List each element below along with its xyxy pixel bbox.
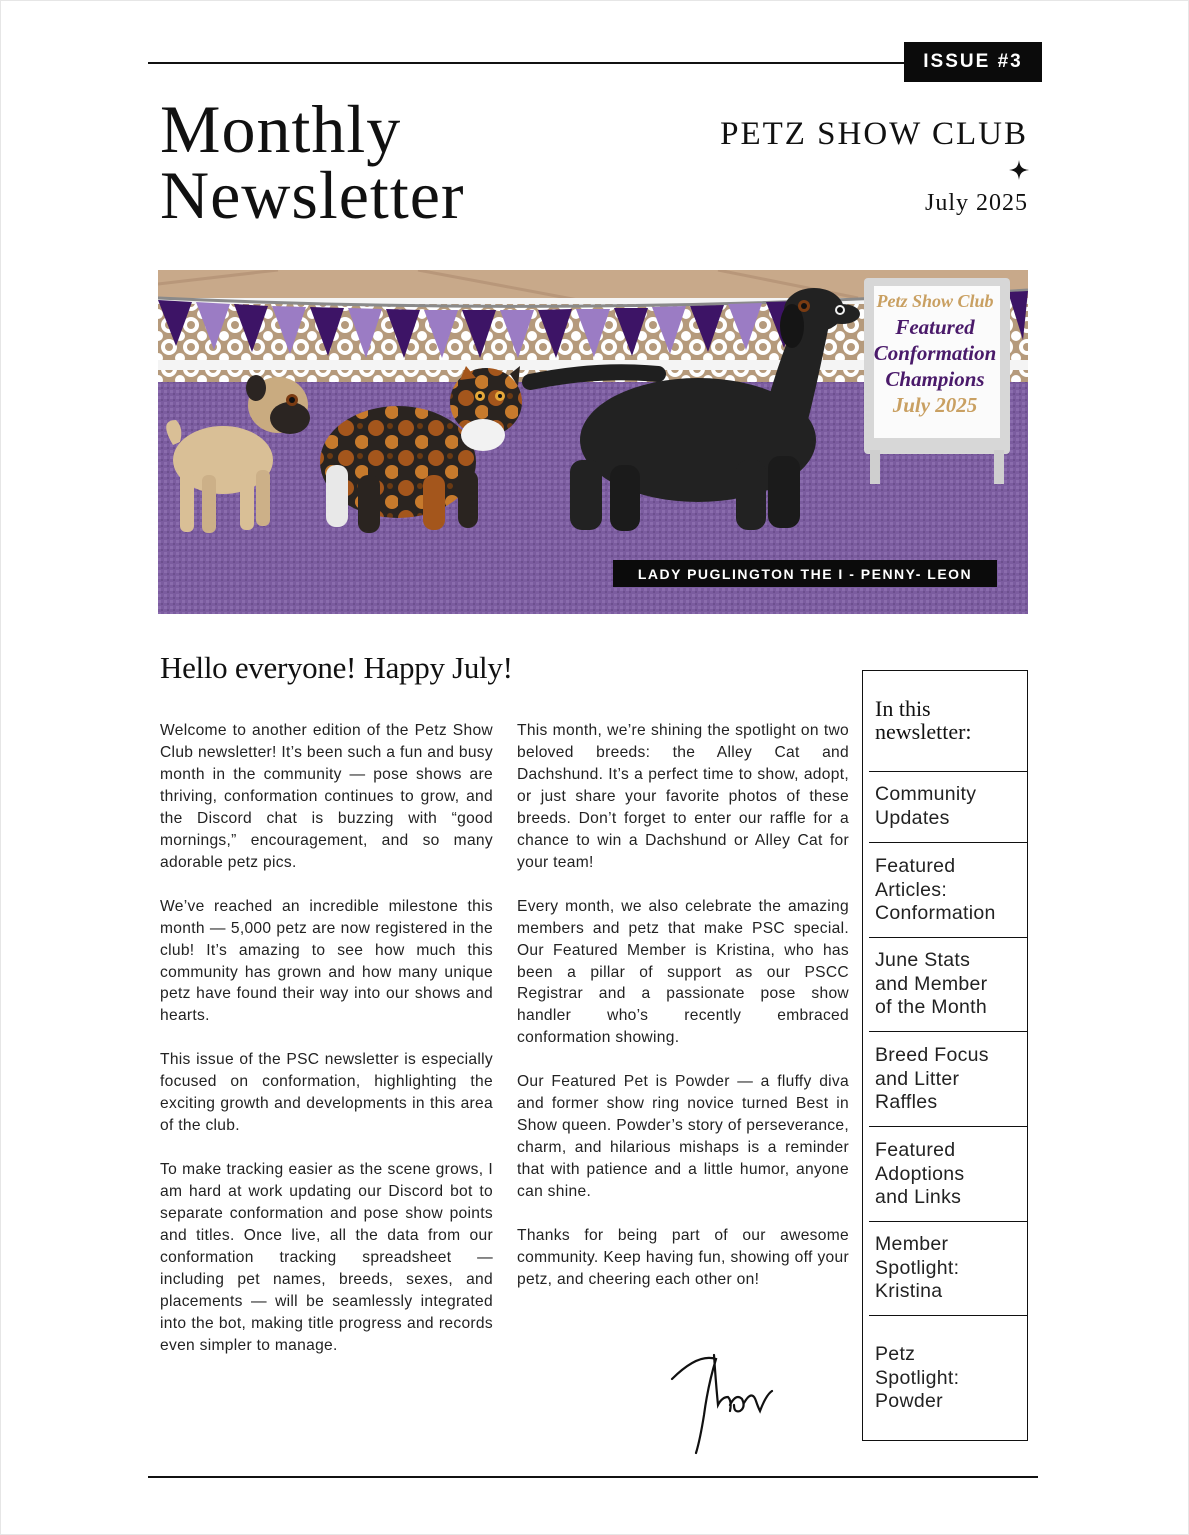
toc-item-text: Powder <box>875 1390 943 1412</box>
toc-item-text: Adoptions <box>875 1162 965 1185</box>
paragraph: We’ve reached an incredible milestone this month — 5,000 petz are now registered in the club! It’s amazing to see how much this community has grown and how many unique petz have found their way into our shows and hearts. <box>160 897 493 1025</box>
toc-item-text: Conformation <box>875 902 996 924</box>
title-line-1: Monthly <box>160 91 402 167</box>
toc-heading-line-1: In this <box>875 696 931 721</box>
toc-item-text: Member <box>875 1233 949 1255</box>
issue-badge: ISSUE #3 <box>904 42 1042 82</box>
toc-item-text: Breed Focus <box>875 1044 989 1066</box>
toc-item-text: and Member <box>875 972 988 995</box>
toc-item-featured-adoptions[interactable] <box>875 1139 1025 1210</box>
toc-item-text: Spotlight: <box>875 1256 960 1279</box>
sign-featured: Featured <box>895 315 975 339</box>
toc-item-member-spotlight[interactable] <box>875 1233 1025 1304</box>
greeting-heading: Hello everyone! Happy July! <box>160 650 513 685</box>
toc-item-text: of the Month <box>875 996 988 1018</box>
club-name: PETZ SHOW CLUB <box>720 116 1028 152</box>
toc-item-featured-articles[interactable] <box>875 855 1025 926</box>
hero-caption: LADY PUGLINGTON THE I - PENNY- LEON <box>613 560 997 587</box>
top-divider <box>148 62 908 64</box>
toc-item-text: Featured <box>875 1139 956 1161</box>
toc-item-text: Kristina <box>875 1280 943 1302</box>
paragraph: This issue of the PSC newsletter is especially focused on conformation, highlighting the exciting growth and developments in this area of the club. <box>160 1051 493 1135</box>
toc-item-text: Featured <box>875 855 956 877</box>
table-of-contents <box>862 670 1028 1441</box>
article-column-middle <box>517 720 849 1313</box>
toc-item-breed-focus[interactable] <box>875 1044 1025 1115</box>
paragraph: Welcome to another edition of the Petz Show Club newsletter! It’s been such a fun and busy month in the community — pose shows are thriving, conformation continues to grow, and the Discord chat is buzzing with “good mornings,” encouragement, and so many adorable petz pics. <box>160 722 493 871</box>
toc-item-text: Updates <box>875 806 950 829</box>
toc-item-community-updates[interactable] <box>875 783 1025 830</box>
sign-conformation: Conformation <box>873 341 997 365</box>
toc-divider <box>869 842 1027 843</box>
paragraph: To make tracking easier as the scene grows, I am hard at work updating our Discord bot to separate conformation and pose show points and titles. Once live, all the data from our conformation tracking spreadsheet — including pet names, breeds, sexes, and placements — will be seamlessly integrated into the bot, making title progress and records even simpler to manage. <box>160 1161 493 1354</box>
paragraph: Our Featured Pet is Powder — a fluffy diva and former show ring novice turned Best in Show queen. Powder’s story of perseverance, charm, and hilarious mishaps is a reminder that with patience and a little humor, anyone can shine. <box>517 1073 849 1201</box>
toc-divider <box>869 1031 1027 1032</box>
toc-item-text: Raffles <box>875 1091 938 1113</box>
toc-item-june-stats[interactable] <box>875 949 1025 1020</box>
paragraph: Thanks for being part of our awesome community. Keep having fun, showing off your petz, and cheering each other on! <box>517 1227 849 1288</box>
toc-divider <box>869 1315 1027 1316</box>
toc-item-text: Petz <box>875 1343 916 1365</box>
issue-date: July 2025 <box>924 190 1028 216</box>
toc-heading <box>875 697 972 743</box>
bottom-divider <box>148 1476 1038 1478</box>
four-point-star-icon <box>1009 160 1029 180</box>
toc-divider <box>869 1221 1027 1222</box>
toc-heading-line-2: newsletter: <box>875 719 972 744</box>
signature-thor <box>668 1345 778 1460</box>
toc-item-text: June Stats <box>875 949 971 971</box>
toc-item-petz-spotlight[interactable] <box>875 1343 1025 1414</box>
toc-item-text: Community <box>875 783 977 805</box>
toc-item-text: and Links <box>875 1186 962 1208</box>
paragraph: Every month, we also celebrate the amazing members and petz that make PSC special. Our Featured Member is Kristina, who has been a pillar of support as our PSCC Registrar and a passionate pose show handler who’s recently embraced conformation showing. <box>517 897 849 1047</box>
hero-image <box>158 270 1028 614</box>
page-title <box>160 91 465 233</box>
paragraph: This month, we’re shining the spotlight on two beloved breeds: the Alley Cat and Dachshund. It’s a perfect time to show, adopt, or just share your favorite photos of these breeds. Don’t forget to enter our raffle for a chance to win a Dachshund or Alley Cat for your team! <box>517 722 849 871</box>
sign-club-name: Petz Show Club <box>876 291 994 311</box>
title-line-2: Newsletter <box>160 157 465 233</box>
toc-item-text: and Litter <box>875 1067 960 1090</box>
toc-divider <box>869 771 1027 772</box>
toc-divider <box>869 937 1027 938</box>
sign-champions: Champions <box>885 367 985 391</box>
toc-divider <box>869 1126 1027 1127</box>
article-column-left <box>160 720 493 1379</box>
sign-date: July 2025 <box>892 393 978 417</box>
sign-text <box>870 288 1000 418</box>
toc-item-text: Spotlight: <box>875 1366 960 1389</box>
toc-item-text: Articles: <box>875 878 948 901</box>
